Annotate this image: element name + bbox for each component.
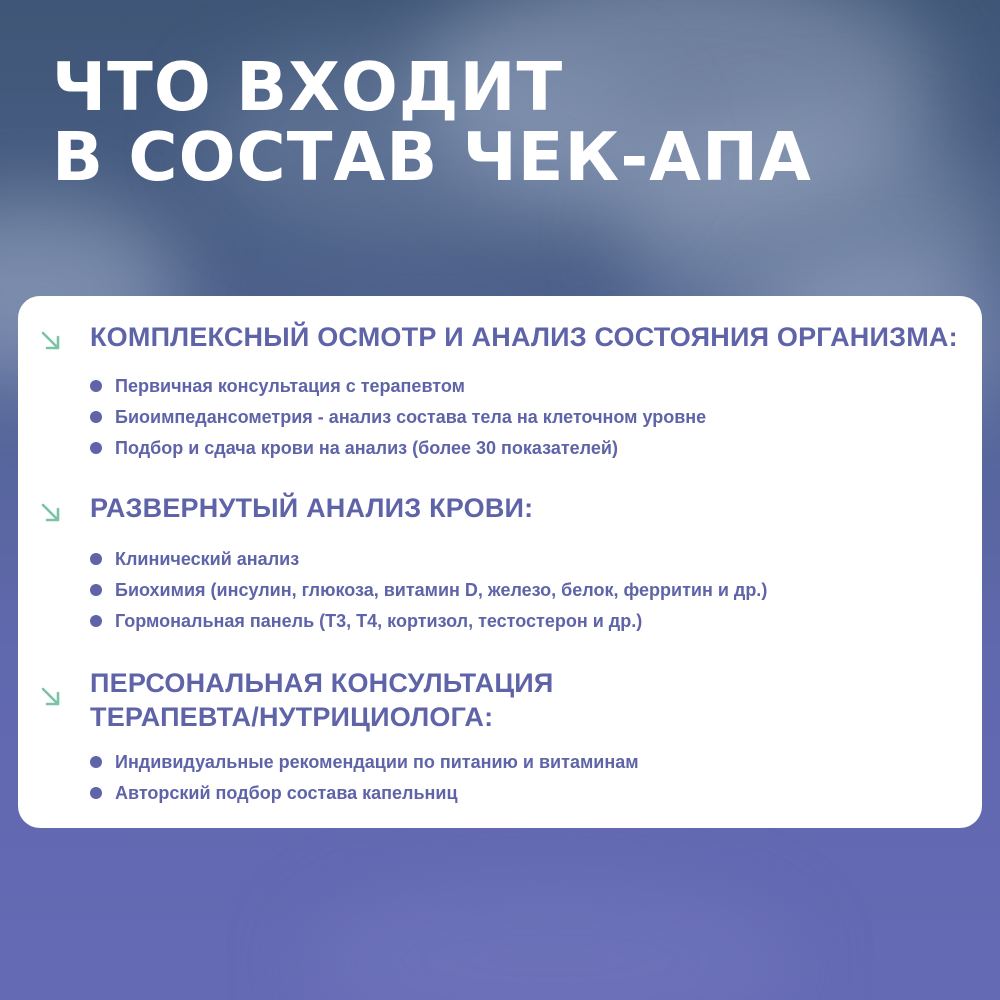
bullet-icon <box>90 380 102 392</box>
item-list <box>90 546 767 639</box>
list-item-text: Клинический анализ <box>115 549 300 569</box>
arrow-down-right-icon <box>38 500 64 526</box>
section-title-line: РАЗВЕРНУТЫЙ АНАЛИЗ КРОВИ: <box>90 493 534 523</box>
list-item-text: Гормональная панель (Т3, Т4, кортизол, тестостерон и др.) <box>115 611 643 631</box>
section-title-line: КОМПЛЕКСНЫЙ ОСМОТР И АНАЛИЗ СОСТОЯНИЯ ОРГАНИЗМА: <box>90 322 958 352</box>
section-title-line: ТЕРАПЕВТА/НУТРИЦИОЛОГА: <box>90 702 494 732</box>
list-item-text: Биоимпедансометрия - анализ состава тела на клеточном уровне <box>115 407 707 427</box>
page-title <box>52 48 812 196</box>
bullet-icon <box>90 615 102 627</box>
list-item <box>90 546 767 577</box>
section-title-line: ПЕРСОНАЛЬНАЯ КОНСУЛЬТАЦИЯ <box>90 668 554 698</box>
arrow-down-right-icon <box>38 684 64 710</box>
section-title <box>90 666 554 734</box>
list-item-text: Авторский подбор состава капельниц <box>115 783 458 803</box>
list-item <box>90 404 706 435</box>
list-item <box>90 780 639 811</box>
list-item <box>90 577 767 608</box>
list-item-text: Подбор и сдача крови на анализ (более 30 показателей) <box>115 438 618 458</box>
page-title-line-1: ЧТО ВХОДИТ <box>52 48 564 126</box>
bullet-icon <box>90 756 102 768</box>
arrow-down-right-icon <box>38 328 64 354</box>
section-title <box>90 491 533 525</box>
checkup-card <box>18 296 982 828</box>
list-item-text: Биохимия (инсулин, глюкоза, витамин D, железо, белок, ферритин и др.) <box>115 580 768 600</box>
cloud-background <box>300 880 800 1000</box>
page-title-line-2: В СОСТАВ ЧЕК-АПА <box>52 118 812 196</box>
list-item <box>90 749 639 780</box>
bullet-icon <box>90 787 102 799</box>
bullet-icon <box>90 442 102 454</box>
list-item-text: Индивидуальные рекомендации по питанию и витаминам <box>115 752 639 772</box>
bullet-icon <box>90 553 102 565</box>
item-list <box>90 749 639 811</box>
bullet-icon <box>90 411 102 423</box>
section-title <box>90 320 958 354</box>
item-list <box>90 373 706 466</box>
list-item <box>90 373 706 404</box>
list-item <box>90 435 706 466</box>
bullet-icon <box>90 584 102 596</box>
list-item <box>90 608 767 639</box>
list-item-text: Первичная консультация с терапевтом <box>115 376 465 396</box>
